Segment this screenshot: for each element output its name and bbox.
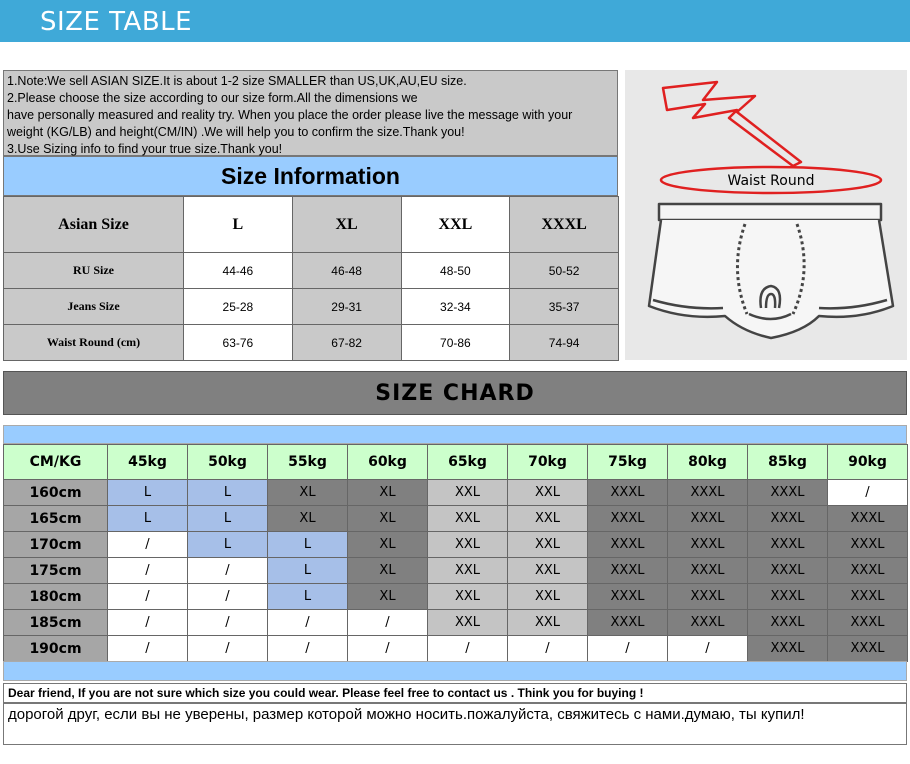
size-cell: XXXL [668, 480, 748, 506]
size-cell: XXXL [588, 506, 668, 532]
size-cell: XXXL [748, 584, 828, 610]
height-label: 185cm [4, 610, 108, 636]
size-cell: XXXL [748, 532, 828, 558]
size-information-table [3, 196, 619, 361]
weight-header: 70kg [508, 445, 588, 480]
size-cell: XXXL [668, 506, 748, 532]
size-cell: XL [268, 506, 348, 532]
size-cell: XXXL [828, 584, 908, 610]
page-title: SIZE TABLE [40, 7, 193, 37]
table-cell: 25-28 [184, 289, 293, 325]
size-cell: L [188, 506, 268, 532]
table-cell: 74-94 [510, 325, 619, 361]
table-row [4, 558, 908, 584]
size-notes [3, 70, 618, 156]
size-cell: XXXL [748, 480, 828, 506]
table-cell: 63-76 [184, 325, 293, 361]
size-cell: L [268, 584, 348, 610]
size-cell: L [108, 506, 188, 532]
size-cell: XXL [428, 584, 508, 610]
size-cell: / [188, 636, 268, 662]
size-cell: XXL [508, 558, 588, 584]
size-cell: XXL [508, 610, 588, 636]
size-cell: XL [348, 480, 428, 506]
table-cell: 35-37 [510, 289, 619, 325]
table-cell: 32-34 [401, 289, 510, 325]
size-cell: L [188, 480, 268, 506]
size-cell: XXXL [748, 610, 828, 636]
table-row [4, 584, 908, 610]
weight-header: 80kg [668, 445, 748, 480]
weight-header: 45kg [108, 445, 188, 480]
lightning-arrow-icon [663, 82, 801, 166]
size-cell: / [188, 584, 268, 610]
weight-header: 90kg [828, 445, 908, 480]
weight-header: 85kg [748, 445, 828, 480]
size-cell: XXXL [748, 558, 828, 584]
chart-top-divider [3, 425, 907, 444]
weight-header: 50kg [188, 445, 268, 480]
size-cell: XXL [508, 506, 588, 532]
size-cell: L [268, 532, 348, 558]
size-cell: XXL [428, 480, 508, 506]
note-line: have personally measured and reality try. When you place the order please live the message with your [7, 108, 573, 122]
table-row [4, 532, 908, 558]
table-cell: 67-82 [292, 325, 401, 361]
height-label: 165cm [4, 506, 108, 532]
asian-size-label: Asian Size [4, 197, 184, 253]
size-cell: L [188, 532, 268, 558]
size-cell: L [268, 558, 348, 584]
size-cell: / [188, 610, 268, 636]
size-cell: / [668, 636, 748, 662]
note-line: 3.Use Sizing info to find your true size.Thank you! [7, 142, 283, 156]
size-cell: / [588, 636, 668, 662]
table-cell: 48-50 [401, 253, 510, 289]
size-cell: XXXL [748, 506, 828, 532]
height-label: 175cm [4, 558, 108, 584]
row-label: Jeans Size [4, 289, 184, 325]
table-cell: 46-48 [292, 253, 401, 289]
size-cell: / [108, 532, 188, 558]
size-cell: XXXL [668, 532, 748, 558]
size-cell: XL [348, 506, 428, 532]
size-cell: / [268, 610, 348, 636]
weight-header: 65kg [428, 445, 508, 480]
jeans-size-row [4, 289, 619, 325]
size-XXXL: XXXL [510, 197, 619, 253]
size-cell: / [428, 636, 508, 662]
size-cell: XXXL [588, 558, 668, 584]
size-cell: / [108, 558, 188, 584]
size-cell: XL [268, 480, 348, 506]
russian-contact-note: дорогой друг, если вы не уверены, размер которой можно носить.пожалуйста, свяжитесь с нами.думаю, ты купил! [3, 703, 907, 745]
size-cell: XXXL [588, 584, 668, 610]
size-cell: / [348, 610, 428, 636]
size-cell: / [268, 636, 348, 662]
size-cell: XXL [508, 532, 588, 558]
table-row [4, 506, 908, 532]
waist-round-row [4, 325, 619, 361]
english-contact-note: Dear friend, If you are not sure which size you could wear. Please feel free to contact us . Think you for buying ! [3, 683, 907, 703]
size-cell: L [108, 480, 188, 506]
table-cell: 29-31 [292, 289, 401, 325]
size-info-header-row [4, 197, 619, 253]
table-row [4, 636, 908, 662]
row-label: Waist Round (cm) [4, 325, 184, 361]
size-cell: XXXL [828, 506, 908, 532]
size-cell: XXXL [588, 610, 668, 636]
corner-label: CM/KG [4, 445, 108, 480]
table-row [4, 480, 908, 506]
table-cell: 44-46 [184, 253, 293, 289]
table-cell: 50-52 [510, 253, 619, 289]
size-chard-table [3, 444, 908, 662]
height-label: 180cm [4, 584, 108, 610]
height-label: 190cm [4, 636, 108, 662]
size-cell: XXXL [828, 532, 908, 558]
note-line: weight (KG/LB) and height(CM/IN) .We will help you to confirm the size.Thank you! [7, 125, 465, 139]
size-cell: XXXL [668, 610, 748, 636]
table-cell: 70-86 [401, 325, 510, 361]
size-cell: XXXL [828, 558, 908, 584]
size-cell: XXL [428, 506, 508, 532]
note-line: 1.Note:We sell ASIAN SIZE.It is about 1-2 size SMALLER than US,UK,AU,EU size. [7, 74, 467, 88]
size-cell: XXXL [668, 558, 748, 584]
note-line: 2.Please choose the size according to our size form.All the dimensions we [7, 91, 418, 105]
boxer-brief-icon [649, 204, 893, 338]
weight-header: 60kg [348, 445, 428, 480]
size-cell: XXL [428, 610, 508, 636]
size-chard-title: SIZE CHARD [3, 371, 907, 415]
size-cell: XL [348, 532, 428, 558]
ru-size-row [4, 253, 619, 289]
size-cell: XXXL [828, 610, 908, 636]
size-cell: XXL [508, 480, 588, 506]
size-cell: XXL [508, 584, 588, 610]
weight-header: 55kg [268, 445, 348, 480]
size-cell: XXXL [748, 636, 828, 662]
height-label: 160cm [4, 480, 108, 506]
row-label: RU Size [4, 253, 184, 289]
size-cell: XXL [428, 558, 508, 584]
size-XXL: XXL [401, 197, 510, 253]
size-cell: / [348, 636, 428, 662]
weight-header-row [4, 445, 908, 480]
underwear-drawing [625, 70, 907, 360]
size-cell: XL [348, 558, 428, 584]
waist-round-label: Waist Round [727, 173, 815, 189]
chart-bottom-divider [3, 661, 907, 681]
size-L: L [184, 197, 293, 253]
size-cell: / [508, 636, 588, 662]
size-XL: XL [292, 197, 401, 253]
size-cell: / [828, 480, 908, 506]
header-banner [0, 0, 910, 42]
size-cell: / [108, 584, 188, 610]
size-cell: XXXL [668, 584, 748, 610]
table-row [4, 610, 908, 636]
weight-header: 75kg [588, 445, 668, 480]
size-cell: / [108, 636, 188, 662]
size-information-title: Size Information [3, 156, 618, 196]
size-cell: XXXL [588, 480, 668, 506]
size-cell: / [108, 610, 188, 636]
size-cell: / [188, 558, 268, 584]
boxer-brief-illustration [625, 70, 907, 360]
height-label: 170cm [4, 532, 108, 558]
size-cell: XL [348, 584, 428, 610]
size-cell: XXL [428, 532, 508, 558]
size-cell: XXXL [828, 636, 908, 662]
size-cell: XXXL [588, 532, 668, 558]
